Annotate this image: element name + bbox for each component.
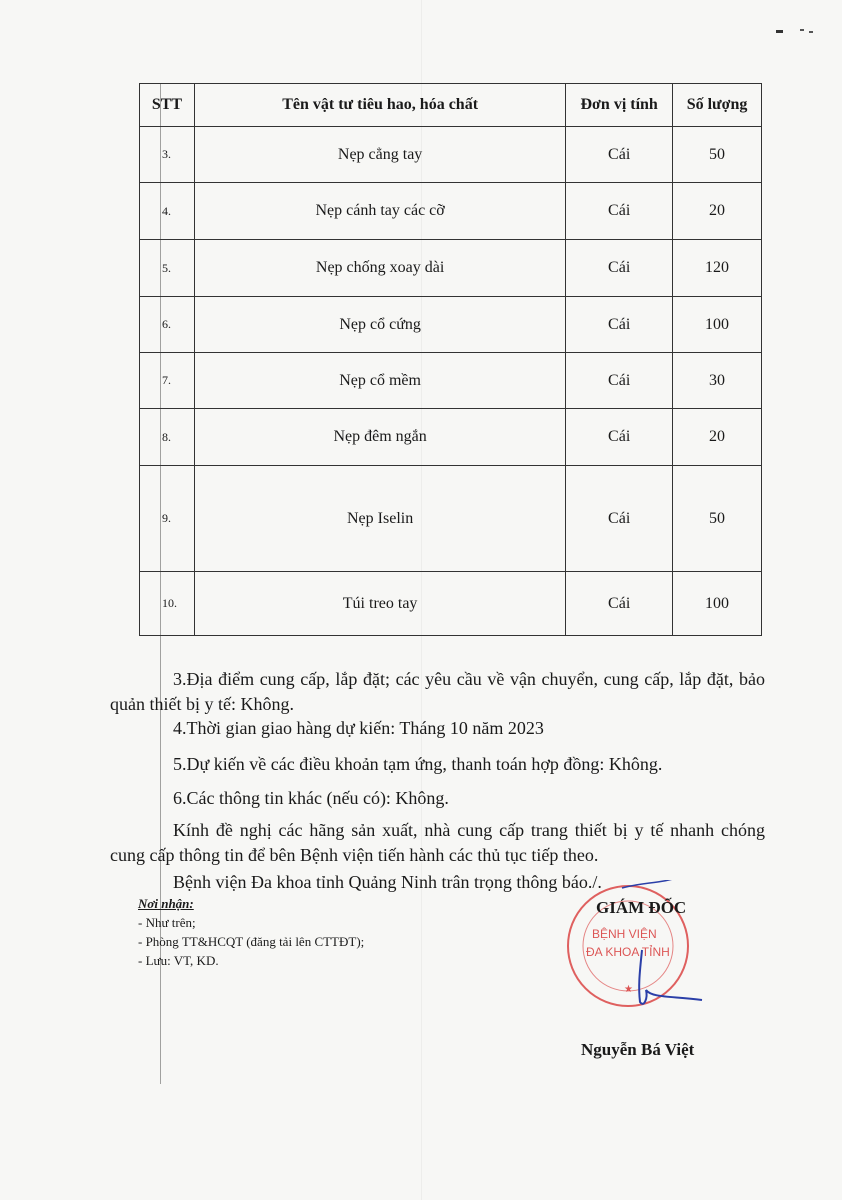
header-stt: STT	[140, 84, 195, 127]
row-stt: 10.	[140, 572, 195, 636]
row-qty: 20	[673, 183, 762, 240]
row-stt: 3.	[140, 127, 195, 183]
table-header-row	[140, 84, 762, 127]
row-name: Nẹp chống xoay dài	[194, 240, 565, 297]
scan-mark	[776, 28, 814, 34]
stamp-text: BỆNH VIỆN	[592, 927, 657, 941]
row-unit: Cái	[566, 572, 673, 636]
closing-line: Bệnh viện Đa khoa tỉnh Quảng Ninh trân trọng thông báo./.	[173, 872, 602, 892]
row-qty: 50	[673, 127, 762, 183]
item-3-location: 3.Địa điểm cung cấp, lắp đặt; các yêu cầu về vận chuyển, cung cấp, lắp đặt, bảo quản thiết bị y tế: Không.	[110, 669, 765, 714]
row-qty: 30	[673, 353, 762, 409]
item-4-delivery-time: 4.Thời gian giao hàng dự kiến: Tháng 10 năm 2023	[173, 718, 544, 738]
row-name: Nẹp cánh tay các cỡ	[194, 183, 565, 240]
table-row	[140, 572, 762, 636]
row-unit: Cái	[566, 297, 673, 353]
row-qty: 120	[673, 240, 762, 297]
table-row	[140, 353, 762, 409]
table-row	[140, 297, 762, 353]
row-name: Nẹp cổ cứng	[194, 297, 565, 353]
row-unit: Cái	[566, 183, 673, 240]
table-row	[140, 127, 762, 183]
table-row	[140, 183, 762, 240]
header-qty: Số lượng	[673, 84, 762, 127]
table-row	[140, 240, 762, 297]
row-name: Nẹp cổ mềm	[194, 353, 565, 409]
row-unit: Cái	[566, 127, 673, 183]
row-name: Túi treo tay	[194, 572, 565, 636]
row-qty: 50	[673, 466, 762, 572]
stamp-text: ĐA KHOA TỈNH	[586, 945, 670, 959]
row-stt: 4.	[140, 183, 195, 240]
item-6-other-info: 6.Các thông tin khác (nếu có): Không.	[173, 788, 449, 808]
row-unit: Cái	[566, 353, 673, 409]
row-qty: 20	[673, 409, 762, 466]
row-qty: 100	[673, 297, 762, 353]
row-name: Nẹp cẳng tay	[194, 127, 565, 183]
recipient-item: - Như trên;	[138, 915, 196, 930]
recipient-item: - Phòng TT&HCQT (đăng tải lên CTTĐT);	[138, 934, 365, 949]
row-qty: 100	[673, 572, 762, 636]
signer-name: Nguyễn Bá Việt	[581, 1040, 695, 1059]
request-paragraph: Kính đề nghị các hãng sản xuất, nhà cung cấp trang thiết bị y tế nhanh chóng cung cấp thông tin để bên Bệnh viện tiến hành các thủ tục tiếp theo.	[110, 820, 765, 865]
row-unit: Cái	[566, 466, 673, 572]
row-unit: Cái	[566, 240, 673, 297]
row-stt: 9.	[140, 466, 195, 572]
row-name: Nẹp đêm ngắn	[194, 409, 565, 466]
row-stt: 5.	[140, 240, 195, 297]
header-unit: Đơn vị tính	[566, 84, 673, 127]
director-title: GIÁM ĐỐC	[596, 898, 687, 917]
header-name: Tên vật tư tiêu hao, hóa chất	[194, 84, 565, 127]
supplies-table	[139, 83, 762, 636]
recipient-item: - Lưu: VT, KD.	[138, 953, 219, 968]
recipients-block	[138, 894, 364, 970]
table-row	[140, 409, 762, 466]
row-name: Nẹp Iselin	[194, 466, 565, 572]
svg-text:★: ★	[624, 984, 633, 995]
row-unit: Cái	[566, 409, 673, 466]
item-5-payment-terms: 5.Dự kiến về các điều khoản tạm ứng, thanh toán hợp đồng: Không.	[173, 754, 663, 774]
row-stt: 8.	[140, 409, 195, 466]
recipients-title: Nơi nhận:	[138, 896, 194, 911]
row-stt: 6.	[140, 297, 195, 353]
table-row	[140, 466, 762, 572]
row-stt: 7.	[140, 353, 195, 409]
